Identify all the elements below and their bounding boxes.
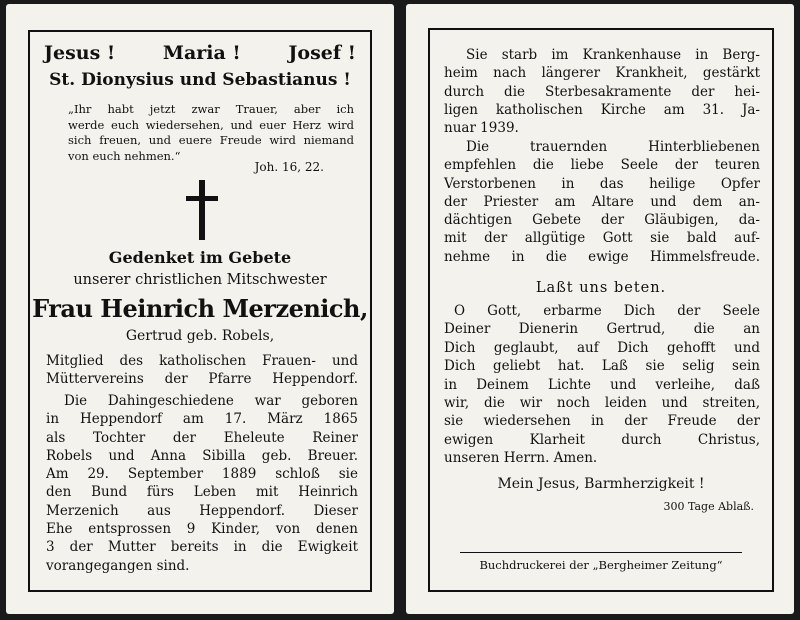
deceased-name: Frau Heinrich Merzenich,: [32, 294, 368, 323]
invocation-jesus: Jesus !: [44, 42, 116, 64]
death-line: Sie starb im Krankenhause in Berg-: [466, 47, 760, 63]
bio-line: 3 der Mutter bereits in die Ewigkeit: [46, 539, 358, 556]
mourners-line: mit der allgütige Gott sie bald auf-: [444, 230, 760, 247]
card-border-right: [428, 28, 774, 592]
gedenket-heading: Gedenket im Gebete: [108, 248, 292, 267]
bio-line: Ehe entsprossen 9 Kinder, von denen: [46, 521, 358, 538]
bio-line: Am 29. September 1889 schloß sie: [46, 466, 358, 483]
maiden-name: Gertrud geb. Robels,: [125, 328, 275, 344]
quote-line: werde euch wiedersehen, und euer Herz wird: [68, 117, 354, 132]
death-notice: [444, 46, 760, 137]
membership: [46, 352, 358, 388]
bio-line: als Tochter der Eheleute Reiner: [46, 429, 358, 446]
prayer-line: ewigen Klarheit durch Christus,: [444, 431, 760, 448]
invocation-maria: Maria !: [162, 42, 241, 64]
divider: [460, 552, 742, 553]
invocation-josef: Josef !: [288, 42, 356, 64]
death-line: durch die Sterbesakramente der hei-: [444, 83, 760, 100]
quote-line: „Ihr habt jetzt zwar Trauer, aber ich: [68, 102, 354, 116]
mourners-line: der Priester am Altare und dem an-: [444, 193, 760, 210]
prayer-line: sie wiedersehen in der Freude der: [444, 413, 760, 430]
prayer-line: Dich geglaubt, auf Dich gehofft und: [444, 339, 760, 356]
prayer-heading: Laßt uns beten.: [535, 280, 667, 296]
bio-line: den Bund fürs Leben mit Heinrich: [46, 484, 358, 501]
scripture-reference: Joh. 16, 22.: [254, 160, 324, 174]
mourners-text: [444, 138, 760, 266]
bio-line: Robels und Anna Sibilla geb. Breuer.: [46, 447, 358, 464]
death-line: nuar 1939.: [444, 120, 519, 137]
patron-saints: St. Dionysius und Sebastianus !: [49, 70, 351, 90]
mourners-line: empfehlen die liebe Seele der teuren: [444, 157, 760, 174]
quote-line: sich freuen, und euere Freude wird niemand: [68, 133, 354, 147]
bio-line: vorangegangen sind.: [46, 557, 190, 574]
bio-line: in Heppendorf am 17. März 1865: [46, 411, 358, 428]
prayer-card-right: [406, 4, 794, 614]
membership-line: Müttervereins der Pfarre Heppendorf.: [46, 371, 358, 387]
prayer-line: O Gott, erbarme Dich der Seele: [454, 303, 760, 319]
death-line: ligen katholischen Kirche am 31. Ja-: [444, 101, 760, 118]
mourners-line: Die trauernden Hinterbliebenen: [466, 139, 760, 155]
membership-line: Mitglied des katholischen Frauen- und: [46, 353, 358, 369]
scripture-quote: [68, 102, 354, 164]
indulgence-note: 300 Tage Ablaß.: [663, 500, 754, 513]
prayer-card-left: [6, 4, 394, 614]
bio-line: Die Dahingeschiedene war geboren: [64, 393, 358, 409]
mourners-line: dächtigen Gebete der Gläubigen, da-: [444, 212, 760, 229]
mourners-line: nehme in die ewige Himmelsfreude.: [444, 248, 760, 265]
cross-icon: [186, 180, 218, 240]
bio-line: Merzenich aus Heppendorf. Dieser: [46, 502, 358, 519]
mourners-line: Verstorbenen in das heilige Opfer: [444, 175, 760, 192]
prayer-text: [444, 302, 760, 468]
prayer-line: Dich geliebt hat. Laß sie selig sein: [444, 358, 760, 375]
prayer-line: in Deinem Lichte und verleihe, daß: [444, 376, 760, 393]
prayer-line: wir, die wir noch leiden und streiten,: [444, 395, 760, 412]
quote-line: von euch nehmen.“: [68, 148, 181, 163]
prayer-line: unseren Herrn. Amen.: [444, 450, 598, 467]
biography: [46, 392, 358, 575]
invocation-barmherzigkeit: Mein Jesus, Barmherzigkeit !: [497, 476, 705, 492]
prayer-line: Deiner Dienerin Gertrud, die an: [444, 321, 760, 338]
invocation-line: [44, 42, 356, 64]
death-line: heim nach längerer Krankheit, gestärkt: [444, 65, 760, 82]
card-border-left: [28, 30, 372, 592]
printer-credit: Buchdruckerei der „Bergheimer Zeitung“: [479, 558, 723, 572]
mitschwester-line: unserer christlichen Mitschwester: [73, 272, 327, 288]
